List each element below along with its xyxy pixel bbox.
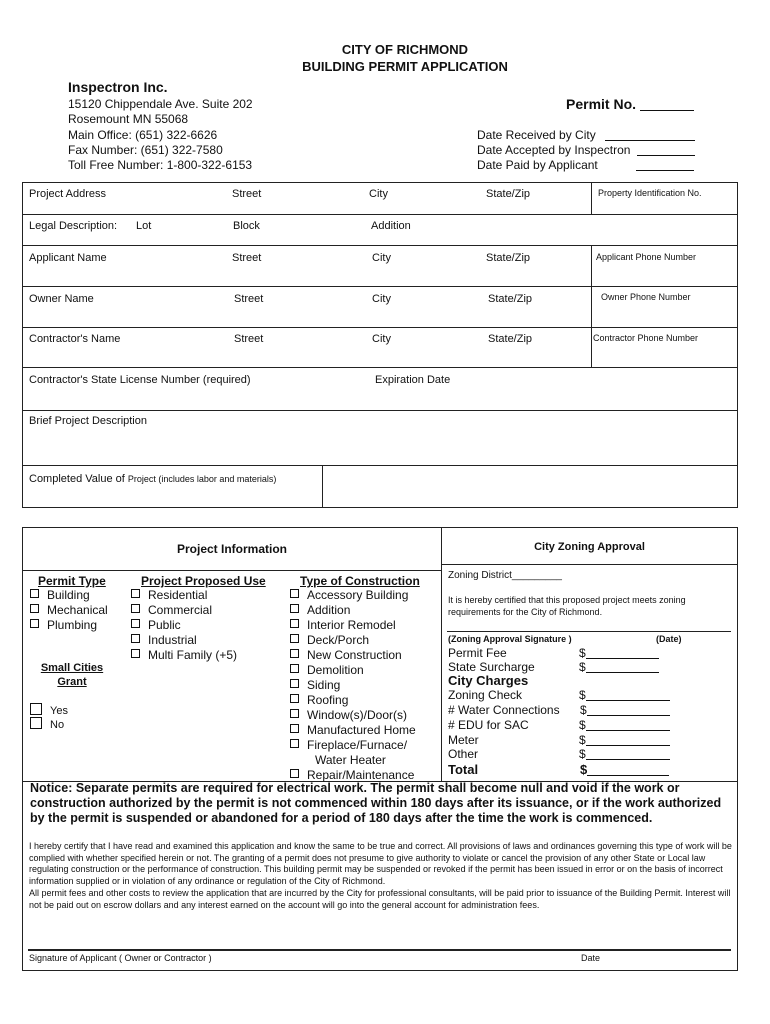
date-accepted[interactable] [477, 143, 695, 157]
permit-fee-label: Permit Fee [448, 646, 507, 660]
construction-demolition[interactable] [290, 663, 416, 678]
dollar-sign: $ [579, 660, 586, 674]
contractor-street-label: Street [234, 333, 264, 345]
construction-roofing[interactable] [290, 693, 416, 708]
contractor-phone-label[interactable]: Contractor Phone Number [593, 333, 699, 343]
project-street-label: Street [232, 188, 262, 200]
checkbox-icon[interactable] [131, 589, 140, 598]
owner-phone-label[interactable]: Owner Phone Number [601, 292, 691, 302]
notice-text: Notice: Separate permits are required for electrical work. The permit shall become null and void if the work or construction authorized by the permit is not commenced within 180 days after its issuance, or if the work authorized by the permit is suspended or abandoned for a period of 180 days after the time the work is commenced. [30, 781, 722, 825]
dollar-sign: $ [580, 703, 587, 717]
permit-type-heading: Permit Type [38, 574, 106, 588]
use-label: Multi Family (+5) [148, 648, 238, 662]
edu-sac-label: # EDU for SAC [448, 718, 529, 732]
applicant-street-label: Street [232, 252, 262, 264]
project-info-heading: Project Information [176, 542, 287, 556]
owner-city-label: City [372, 293, 391, 305]
applicant-statezip-label: State/Zip [486, 252, 531, 264]
fax-number: Fax Number: (651) 322-7580 [68, 143, 223, 157]
meter-label: Meter [448, 733, 479, 747]
expiration-date-label[interactable]: Expiration Date [375, 374, 451, 386]
state-surcharge-amount[interactable] [579, 660, 659, 674]
date-paid[interactable] [477, 158, 694, 172]
dollar-sign: $ [579, 688, 586, 702]
proposed-use-list [131, 588, 237, 663]
construction-deck[interactable] [290, 633, 416, 648]
amount-blank[interactable] [586, 745, 670, 746]
use-label: Industrial [148, 633, 197, 647]
applicant-city-label: City [372, 252, 391, 264]
construction-label: Interior Remodel [307, 618, 396, 632]
construction-list [290, 588, 416, 783]
amount-blank[interactable] [586, 759, 670, 760]
water-connections-label: # Water Connections [448, 703, 560, 717]
brief-description-label[interactable]: Brief Project Description [29, 415, 147, 427]
construction-heading: Type of Construction [300, 574, 420, 588]
checkbox-icon[interactable] [30, 703, 42, 715]
applicant-date-label[interactable]: Date [581, 953, 601, 963]
dollar-sign: $ [580, 762, 588, 777]
addition-label: Addition [371, 220, 411, 232]
checkbox-icon[interactable] [290, 604, 299, 613]
zoning-certification: It is hereby certified that this proposed project meets zoning requirements for the City of Richmond. [448, 595, 686, 617]
use-multi-family[interactable] [131, 648, 237, 663]
checkbox-icon[interactable] [290, 679, 299, 688]
checkbox-icon[interactable] [290, 664, 299, 673]
contractor-name-label[interactable]: Contractor's Name [29, 333, 121, 345]
construction-new[interactable] [290, 648, 416, 663]
project-address-label[interactable]: Project Address [29, 188, 107, 200]
zoning-check-label: Zoning Check [448, 688, 523, 702]
applicant-signature-label[interactable]: Signature of Applicant ( Owner or Contractor ) [29, 953, 212, 963]
zoning-signature-label[interactable]: (Zoning Approval Signature ) [448, 634, 572, 644]
owner-statezip-label: State/Zip [488, 293, 533, 305]
date-received-blank[interactable] [605, 140, 695, 141]
form-title: BUILDING PERMIT APPLICATION [302, 59, 508, 74]
construction-label: Water Heater [315, 753, 386, 767]
state-surcharge-label: State Surcharge [448, 660, 535, 674]
grant-no[interactable] [30, 717, 64, 731]
checkbox-icon[interactable] [30, 619, 39, 628]
meter-amount[interactable] [579, 733, 670, 747]
city-title: CITY OF RICHMOND [341, 42, 469, 57]
use-public[interactable] [131, 618, 237, 633]
contractor-city-label: City [372, 333, 391, 345]
checkbox-icon[interactable] [131, 619, 140, 628]
construction-label: Repair/Maintenance [307, 768, 415, 782]
construction-label: Accessory Building [307, 588, 409, 602]
construction-label: Deck/Porch [307, 633, 370, 647]
total-label: Total [448, 762, 479, 777]
construction-windows[interactable] [290, 708, 416, 723]
use-residential[interactable] [131, 588, 237, 603]
construction-label: New Construction [307, 648, 402, 662]
checkbox-icon[interactable] [290, 739, 299, 748]
property-id-label[interactable]: Property Identification No. [598, 188, 702, 198]
construction-label: Fireplace/Furnace/ [307, 738, 408, 752]
use-label: Public [148, 618, 181, 632]
construction-label: Window(s)/Door(s) [307, 708, 408, 722]
checkbox-icon[interactable] [290, 649, 299, 658]
owner-name-label[interactable]: Owner Name [29, 293, 94, 305]
company-address-2: Rosemount MN 55068 [68, 112, 189, 126]
dollar-sign: $ [579, 718, 586, 732]
amount-blank[interactable] [587, 715, 670, 716]
permit-number-label: Permit No. [566, 96, 637, 112]
checkbox-icon[interactable] [30, 604, 39, 613]
construction-label: Siding [307, 678, 341, 692]
checkbox-icon[interactable] [290, 634, 299, 643]
construction-manufactured[interactable] [290, 723, 416, 738]
use-commercial[interactable] [131, 603, 237, 618]
amount-blank[interactable] [586, 672, 659, 673]
zoning-district[interactable]: Zoning District_________ [448, 570, 562, 581]
completed-value-note: Project (includes labor and materials) [127, 474, 277, 484]
dollar-sign: $ [579, 646, 586, 660]
checkbox-icon[interactable] [290, 619, 299, 628]
date-paid-blank[interactable] [636, 170, 694, 171]
company-name: Inspectron Inc. [68, 79, 168, 95]
other-label: Other [448, 747, 479, 761]
checkbox-icon[interactable] [290, 769, 299, 778]
permit-number[interactable] [566, 96, 694, 112]
construction-accessory[interactable] [290, 588, 416, 603]
checkbox-icon[interactable] [290, 724, 299, 733]
checkbox-icon[interactable] [131, 634, 140, 643]
checkbox-icon[interactable] [131, 649, 140, 658]
zoning-heading: City Zoning Approval [534, 541, 645, 553]
checkbox-icon[interactable] [131, 604, 140, 613]
zoning-date-label[interactable]: (Date) [656, 634, 682, 644]
permit-type-label: Building [47, 588, 90, 602]
date-accepted-label: Date Accepted by Inspectron [477, 143, 631, 157]
construction-fireplace[interactable] [290, 738, 416, 753]
contractor-statezip-label: State/Zip [488, 333, 533, 345]
lot-label: Lot [136, 220, 152, 232]
block-label: Block [233, 220, 260, 232]
checkbox-icon[interactable] [30, 717, 42, 729]
permit-fee-amount[interactable] [579, 646, 659, 660]
permit-type-plumbing[interactable] [30, 618, 108, 633]
city-charges-heading: City Charges [448, 673, 529, 688]
main-office-phone: Main Office: (651) 322-6626 [68, 128, 218, 142]
construction-label: Manufactured Home [307, 723, 416, 737]
checkbox-icon[interactable] [290, 694, 299, 703]
total-amount[interactable] [580, 762, 669, 777]
construction-label: Addition [307, 603, 351, 617]
checkbox-icon[interactable] [30, 589, 39, 598]
company-address-1: 15120 Chippendale Ave. Suite 202 [68, 97, 253, 111]
certification-text-2: All permit fees and other costs to review the application that are incurred by the City for professional consultants, will be paid prior to issuance of the Building Permit. Interest will not be paid out on escrow dollars and any interest earned on the account will go into the general account for administration fees. [29, 888, 731, 910]
use-industrial[interactable] [131, 633, 237, 648]
amount-blank[interactable] [587, 775, 669, 776]
amount-blank[interactable] [586, 658, 659, 659]
date-paid-label: Date Paid by Applicant [477, 158, 598, 172]
proposed-use-heading: Project Proposed Use [141, 574, 266, 588]
zoning-check-amount[interactable] [579, 688, 670, 702]
permit-type-list [30, 588, 108, 633]
permit-type-building[interactable] [30, 588, 108, 603]
date-received-label: Date Received by City [477, 128, 596, 142]
legal-description-label[interactable]: Legal Description: [29, 220, 118, 232]
construction-water-heater [290, 753, 416, 768]
small-cities-heading-2: Grant [57, 676, 87, 688]
project-city-label: City [369, 188, 388, 200]
permit-type-mechanical[interactable] [30, 603, 108, 618]
date-received[interactable] [477, 128, 695, 142]
completed-value-text: Completed Value of [29, 473, 128, 485]
checkbox-icon[interactable] [290, 709, 299, 718]
permit-type-label: Plumbing [47, 618, 98, 632]
grant-yes[interactable] [30, 703, 68, 717]
edu-sac-amount[interactable] [579, 718, 670, 732]
amount-blank[interactable] [586, 730, 670, 731]
use-label: Commercial [148, 603, 213, 617]
grant-no-label: No [50, 719, 65, 731]
amount-blank[interactable] [586, 700, 670, 701]
other-amount[interactable] [579, 747, 670, 761]
permit-type-label: Mechanical [47, 603, 108, 617]
date-accepted-blank[interactable] [637, 155, 695, 156]
use-label: Residential [148, 588, 208, 602]
construction-addition[interactable] [290, 603, 416, 618]
applicant-name-label[interactable]: Applicant Name [29, 252, 107, 264]
completed-value-label[interactable] [29, 469, 276, 487]
water-connections-amount[interactable] [580, 703, 670, 717]
dollar-sign: $ [579, 733, 586, 747]
small-cities-heading-1: Small Cities [40, 662, 104, 674]
certification-text-1: I hereby certify that I have read and examined this application and know the same to be true and correct. All provisions of laws and ordinances governing this type of work will be complied with whether specified herein or not. The granting of a permit does not presume to give authority to violate or cancel the provision of any other State or Local law regulating construction or the performance of construction. This building permit may be suspended or revoked if the permit has been issued in error or on the basis of incorrect information supplied or in violation of any ordinance or regulation of the City of Richmond. [29, 841, 732, 886]
permit-number-blank[interactable] [640, 110, 694, 111]
grant-yes-label: Yes [50, 705, 68, 717]
checkbox-icon[interactable] [290, 589, 299, 598]
construction-label: Demolition [307, 663, 364, 677]
license-number-label[interactable]: Contractor's State License Number (required) [29, 374, 251, 386]
construction-siding[interactable] [290, 678, 416, 693]
construction-interior[interactable] [290, 618, 416, 633]
toll-free-number: Toll Free Number: 1-800-322-6153 [68, 158, 253, 172]
dollar-sign: $ [579, 747, 586, 761]
construction-label: Roofing [307, 693, 349, 707]
applicant-phone-label[interactable]: Applicant Phone Number [596, 252, 697, 262]
owner-street-label: Street [234, 293, 264, 305]
project-statezip-label: State/Zip [486, 188, 531, 200]
